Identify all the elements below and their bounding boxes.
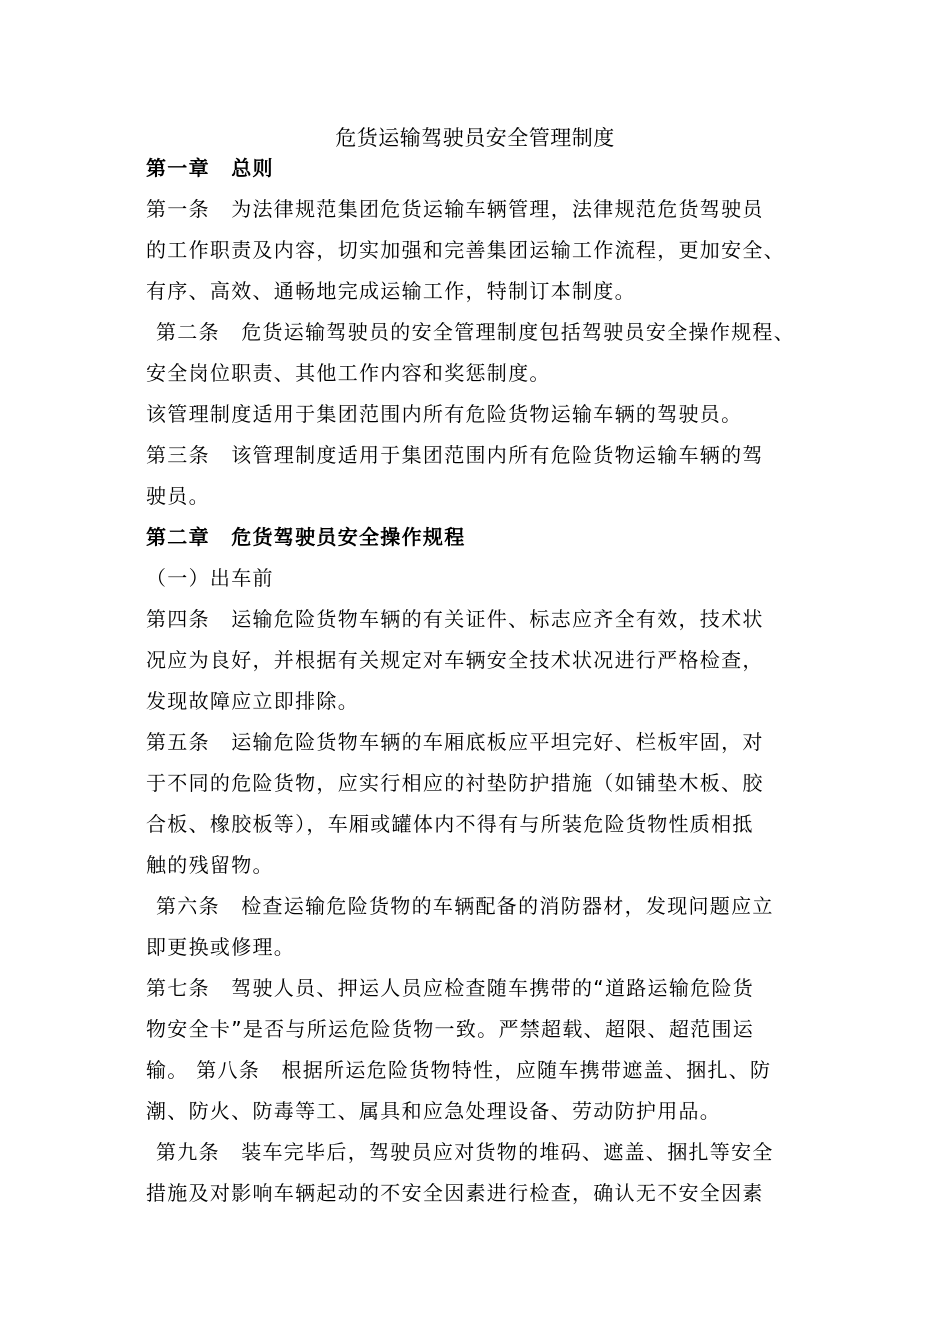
paragraph-line: 第九条 装车完毕后，驾驶员应对货物的堆码、遮盖、捆扎等安全 — [156, 1140, 774, 1164]
chapter-heading: 第二章 危货驾驶员安全操作规程 — [146, 525, 466, 549]
paragraph-line: 措施及对影响车辆起动的不安全因素进行检查，确认无不安全因素 — [146, 1181, 764, 1205]
paragraph-line: 第六条 检查运输危险货物的车辆配备的消防器材，发现问题应立 — [156, 894, 774, 918]
paragraph-line: 驶员。 — [146, 484, 210, 508]
paragraph-line: 于不同的危险货物，应实行相应的衬垫防护措施（如铺垫木板、胶 — [146, 771, 764, 795]
paragraph-line: 第三条 该管理制度适用于集团范围内所有危险货物运输车辆的驾 — [146, 443, 764, 467]
paragraph-line: 况应为良好，并根据有关规定对车辆安全技术状况进行严格检查， — [146, 648, 764, 672]
paragraph-line: 发现故障应立即排除。 — [146, 689, 359, 713]
chapter-heading: 第一章 总则 — [146, 156, 274, 180]
paragraph-line: 合板、橡胶板等），车厢或罐体内不得有与所装危险货物性质相抵 — [146, 812, 754, 836]
paragraph-line: （一）出车前 — [146, 566, 274, 590]
paragraph-line: 有序、高效、通畅地完成运输工作，特制订本制度。 — [146, 279, 636, 303]
paragraph-line: 即更换或修理。 — [146, 935, 296, 959]
paragraph-line: 第四条 运输危险货物车辆的有关证件、标志应齐全有效，技术状 — [146, 607, 764, 631]
paragraph-line: 该管理制度适用于集团范围内所有危险货物运输车辆的驾驶员。 — [146, 402, 743, 426]
paragraph-line: 触的残留物。 — [146, 853, 274, 877]
paragraph-line: 潮、防火、防毒等工、属具和应急处理设备、劳动防护用品。 — [146, 1099, 722, 1123]
paragraph-line: 第五条 运输危险货物车辆的车厢底板应平坦完好、栏板牢固，对 — [146, 730, 764, 754]
paragraph-line: 第一条 为法律规范集团危货运输车辆管理，法律规范危货驾驶员 — [146, 197, 764, 221]
paragraph-line: 第七条 驾驶人员、押运人员应检查随车携带的“道路运输危险货 — [146, 976, 755, 1000]
document-title: 危货运输驾驶员安全管理制度 — [335, 126, 615, 150]
paragraph-line: 物安全卡”是否与所运危险货物一致。严禁超载、超限、超范围运 — [146, 1017, 755, 1041]
paragraph-line: 安全岗位职责、其他工作内容和奖惩制度。 — [146, 361, 551, 385]
paragraph-line: 输。 第八条 根据所运危险货物特性，应随车携带遮盖、捆扎、防 — [146, 1058, 772, 1082]
paragraph-line: 的工作职责及内容，切实加强和完善集团运输工作流程，更加安全、 — [146, 238, 785, 262]
document-body — [146, 148, 836, 1214]
paragraph-line: 第二条 危货运输驾驶员的安全管理制度包括驾驶员安全操作规程、 — [156, 320, 795, 344]
